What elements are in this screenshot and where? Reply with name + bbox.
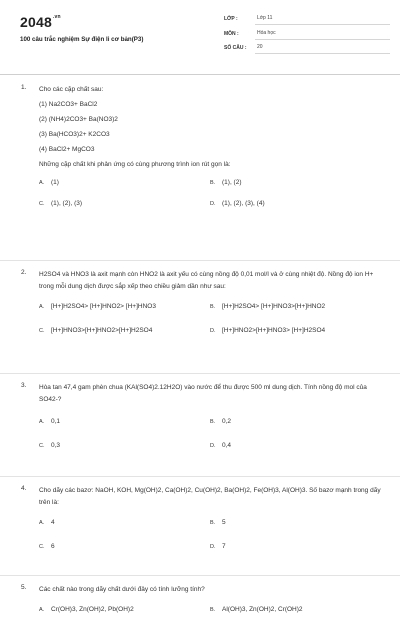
document-title: 100 câu trắc nghiệm Sự điện li cơ bản(P3) — [20, 36, 144, 43]
meta-value: Lớp 11 — [255, 13, 390, 25]
meta-value: Hóa học — [255, 28, 390, 40]
options — [39, 416, 382, 452]
question-4 — [0, 477, 400, 576]
meta-panel — [224, 12, 390, 56]
meta-row-count — [224, 41, 390, 56]
question-1 — [0, 78, 400, 261]
question-3 — [0, 374, 400, 477]
meta-label: SỐ CÂU : — [224, 45, 247, 52]
option-c[interactable]: C. [H+]HNO3>[H+]HNO2>[H+]H2SO4 — [39, 327, 153, 334]
question-5 — [0, 576, 400, 644]
question-text: Hòa tan 47,4 gam phèn chua (KAl(SO4)2.12H2O) vào nước để thu được 500 ml dung dịch. Tính nồng độ mol của SO42-? — [39, 384, 367, 403]
options — [39, 177, 382, 210]
question-text: Các chất nào trong dãy chất dưới đây có tính lưỡng tính? — [39, 586, 205, 593]
option-b[interactable]: B. (1), (2) — [210, 179, 242, 186]
meta-row-subject — [224, 27, 390, 42]
question-line: (1) Na2CO3+ BaCl2 — [39, 101, 98, 108]
option-c[interactable]: C. 6 — [39, 543, 55, 550]
question-prompt: Những cặp chất khi phản ứng có cùng phương trình ion rút gọn là: — [39, 161, 231, 168]
question-2 — [0, 261, 400, 374]
logo-suffix: .vn — [52, 14, 61, 20]
option-b[interactable]: B. Al(OH)3, Zn(OH)2, Cr(OH)2 — [210, 606, 303, 613]
option-d[interactable]: D. [H+]HNO2>[H+]HNO3> [H+]H2SO4 — [210, 327, 326, 334]
option-a[interactable]: A. 4 — [39, 519, 55, 526]
option-d[interactable]: D. (1), (2), (3), (4) — [210, 200, 265, 207]
option-b[interactable]: B. 5 — [210, 519, 226, 526]
option-a[interactable]: A. (1) — [39, 179, 59, 186]
options — [39, 517, 382, 553]
option-b[interactable]: B. [H+]H2SO4> [H+]HNO3>[H+]HNO2 — [210, 303, 326, 310]
option-d[interactable]: D. 0,4 — [210, 442, 232, 449]
options — [39, 301, 382, 337]
page-header — [0, 0, 400, 75]
meta-value: 20 — [255, 42, 390, 54]
question-list — [0, 78, 400, 644]
option-c[interactable]: C. 0,3 — [39, 442, 61, 449]
option-c[interactable]: C. (1), (2), (3) — [39, 200, 83, 207]
option-a[interactable]: A. [H+]H2SO4> [H+]HNO2> [H+]HNO3 — [39, 303, 156, 310]
question-number: 1. — [21, 84, 27, 91]
option-b[interactable]: B. 0,2 — [210, 418, 232, 425]
question-text: H2SO4 và HNO3 là axit mạnh còn HNO2 là axit yếu có cùng nồng độ 0,01 mol/l và ở cùng nhiệt độ. Nồng độ ion H+ trong mỗi dung dịch được sắp xếp theo chiều giảm dần như sau: — [39, 271, 374, 290]
question-text: Cho dãy các bazơ: NaOH, KOH, Mg(OH)2, Ca(OH)2, Cu(OH)2, Ba(OH)2, Fe(OH)3, Al(OH)3. Số bazơ mạnh trong dãy trên là: — [39, 487, 381, 506]
meta-label: LỚP : — [224, 16, 238, 23]
option-d[interactable]: D. 7 — [210, 543, 226, 550]
logo-text: 2048 — [20, 14, 52, 30]
options — [39, 604, 382, 616]
option-a[interactable]: A. 0,1 — [39, 418, 61, 425]
meta-label: MÔN : — [224, 30, 239, 37]
question-line: (3) Ba(HCO3)2+ K2CO3 — [39, 131, 110, 138]
question-number: 5. — [21, 584, 27, 591]
meta-row-class — [224, 12, 390, 27]
question-number: 3. — [21, 382, 27, 389]
option-a[interactable]: A. Cr(OH)3, Zn(OH)2, Pb(OH)2 — [39, 606, 134, 613]
question-number: 4. — [21, 485, 27, 492]
question-line: (4) BaCl2+ MgCO3 — [39, 146, 95, 153]
question-line: (2) (NH4)2CO3+ Ba(NO3)2 — [39, 116, 118, 123]
question-number: 2. — [21, 269, 27, 276]
question-text: Cho các cặp chất sau: — [39, 86, 104, 93]
site-logo[interactable] — [20, 14, 61, 30]
